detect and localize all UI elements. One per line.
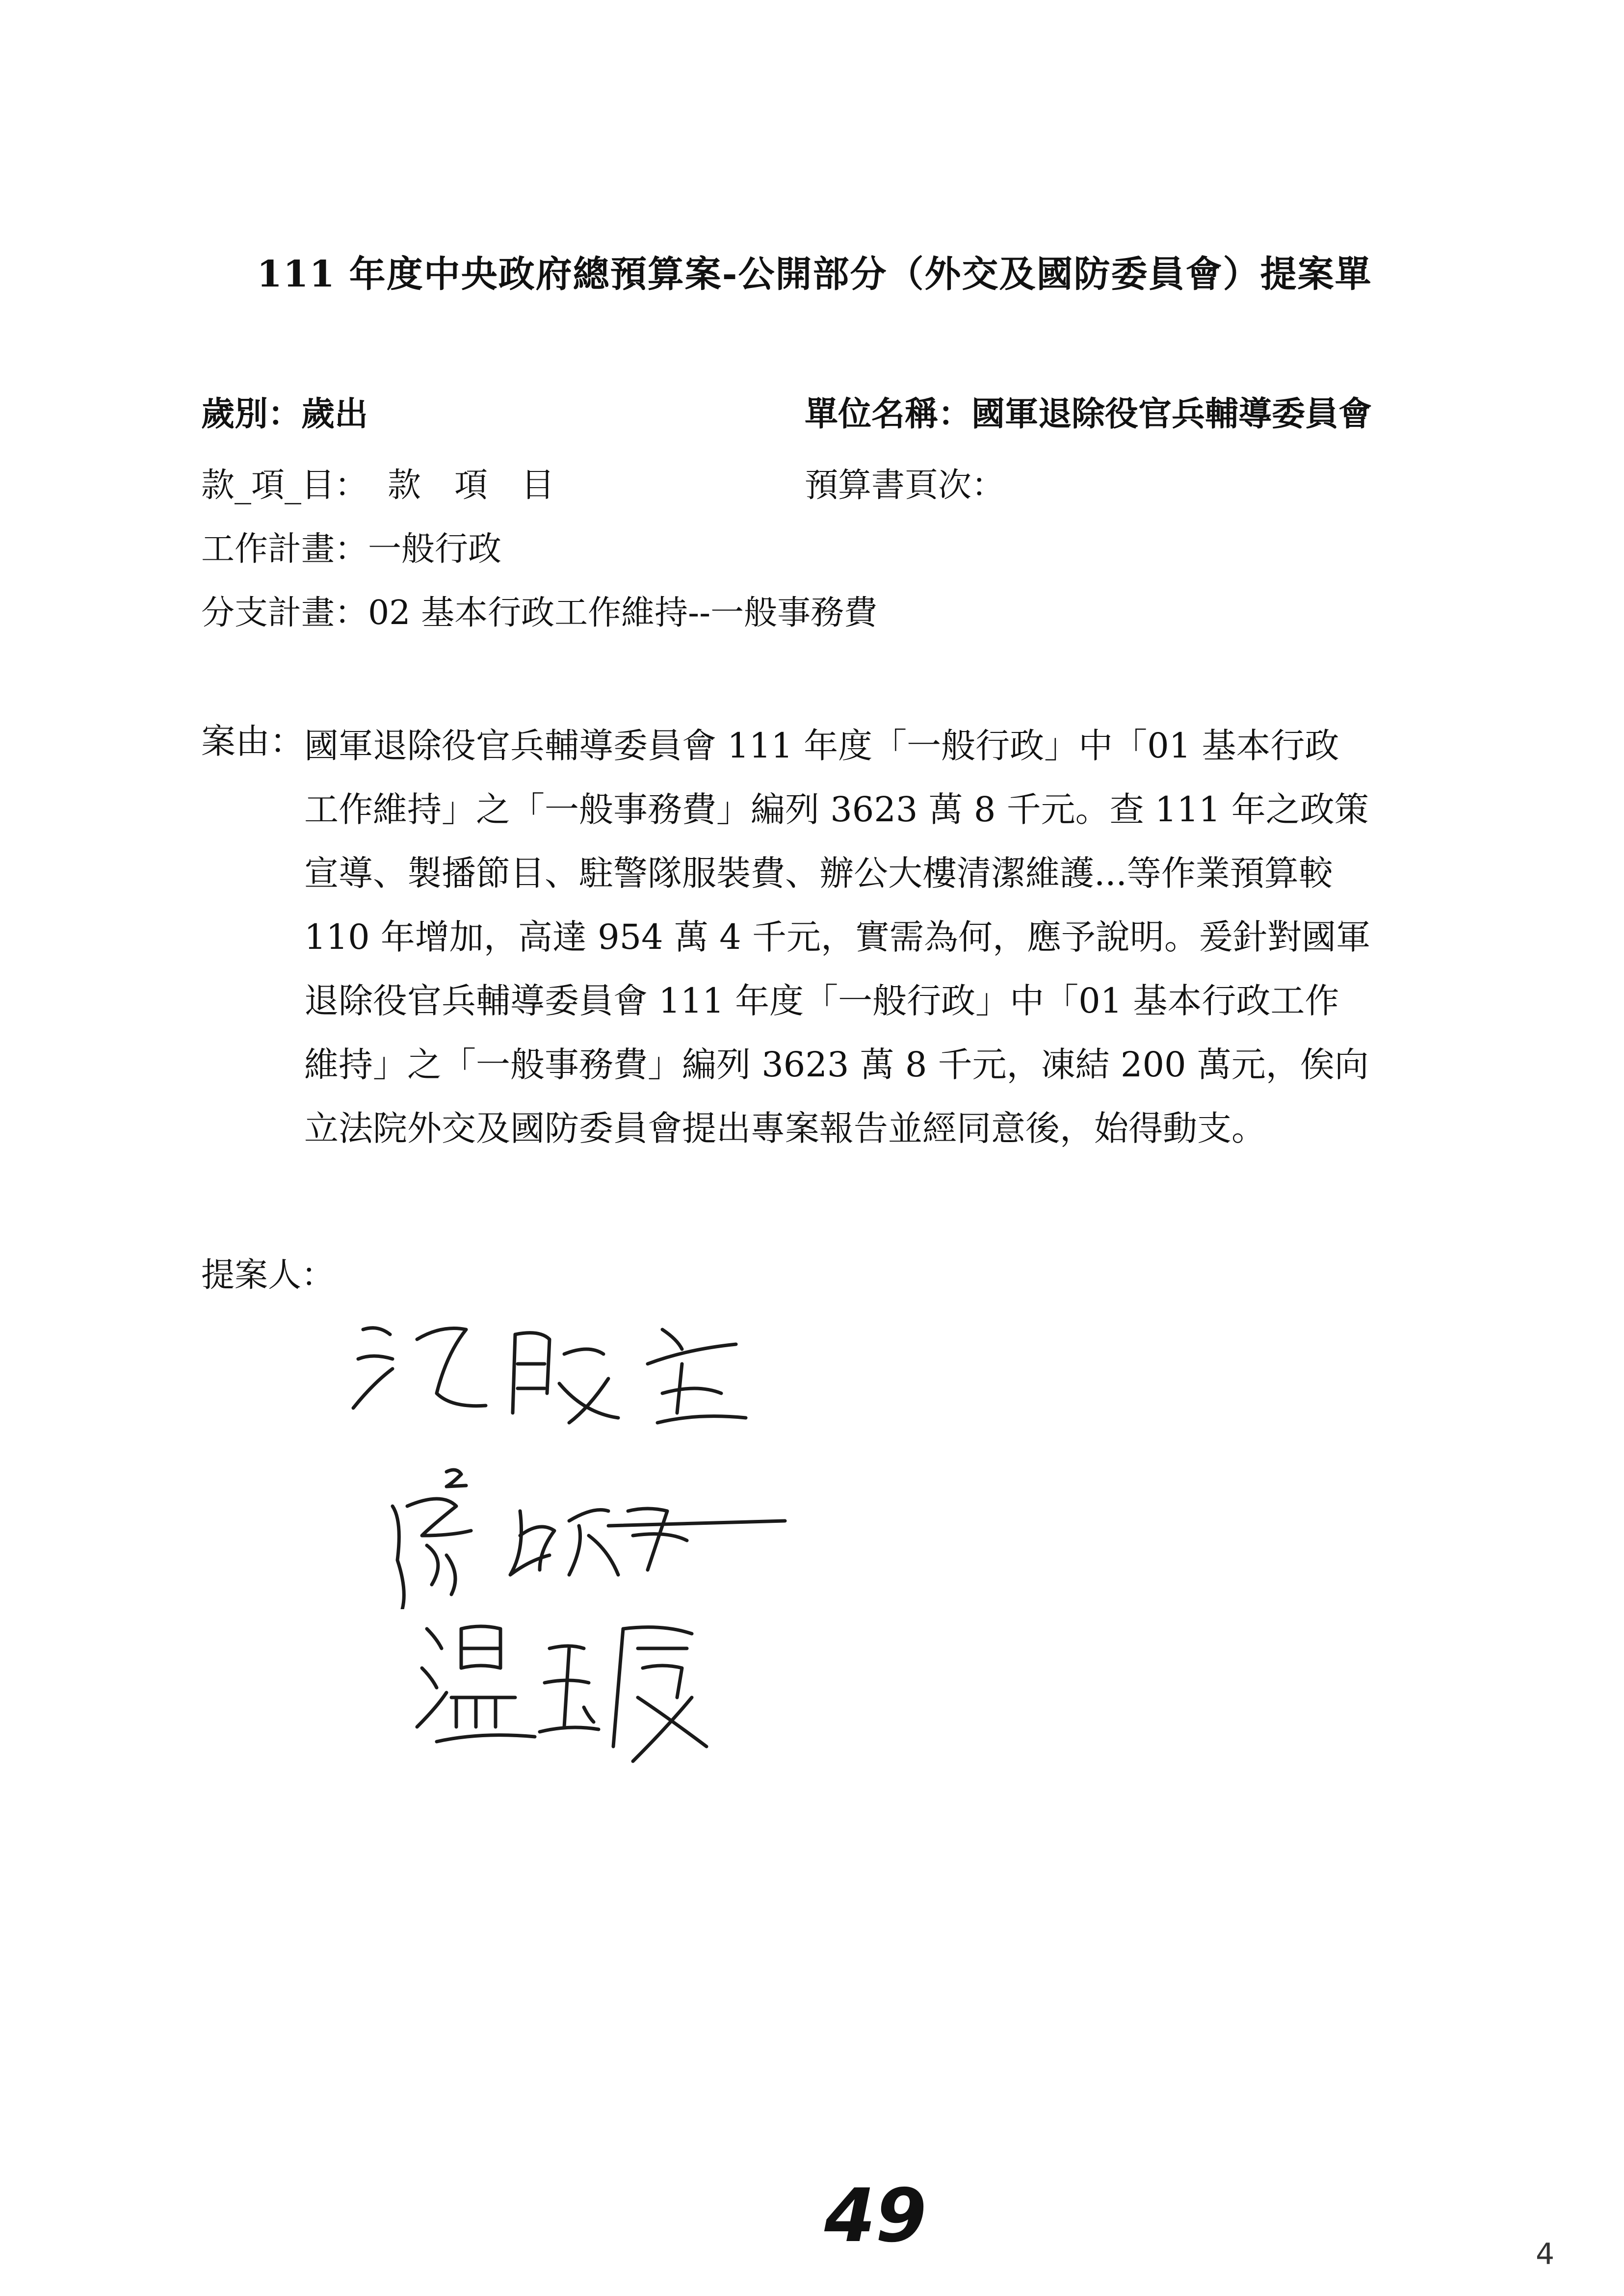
budget-page-field: 預算書頁次： [805,466,1005,505]
case-line: 宣導、製播節目、駐警隊服裝費、辦公大樓清潔維護...等作業預算較 [304,853,1333,893]
case-line: 維持」之「一般事務費」編列 3623 萬 8 千元，凍結 200 萬元，俟向 [304,1044,1369,1085]
case-label: 案由： [201,721,304,761]
case-body [304,714,1462,1160]
case-line: 退除役官兵輔導委員會 111 年度「一般行政」中「01 基本行政工作 [304,981,1339,1021]
kxm-label: 款_項_目： [201,466,368,505]
unit-field: 單位名稱：國軍退除役官兵輔導委員會 [805,394,1372,434]
category-field: 歲別：歲出 [201,394,368,434]
document-title: 111 年度中央政府總預算案-公開部分（外交及國防委員會）提案單 [257,253,1372,295]
case-line: 國軍退除役官兵輔導委員會 111 年度「一般行政」中「01 基本行政 [304,726,1339,766]
handwritten-page-number: 49 [824,2173,927,2259]
signature-2 [373,1462,814,1609]
case-line: 110 年增加，高達 954 萬 4 千元，實需為何，應予說明。爰針對國軍 [304,917,1371,957]
kxm-values: 款 項 目 [388,466,555,505]
signature-3 [407,1599,751,1786]
case-line: 立法院外交及國防委員會提出專案報告並經同意後，始得動支。 [304,1108,1266,1148]
signature-1 [343,1295,785,1433]
work-plan-field: 工作計畫：一般行政 [201,530,502,569]
kxm-field [201,459,554,506]
case-line: 工作維持」之「一般事務費」編列 3623 萬 8 千元。查 111 年之政策 [304,789,1369,830]
proposer-label: 提案人： [201,1256,335,1295]
sub-plan-field: 分支計畫：02 基本行政工作維持--一般事務費 [201,594,878,632]
corner-page-number: 4 [1536,2237,1555,2271]
